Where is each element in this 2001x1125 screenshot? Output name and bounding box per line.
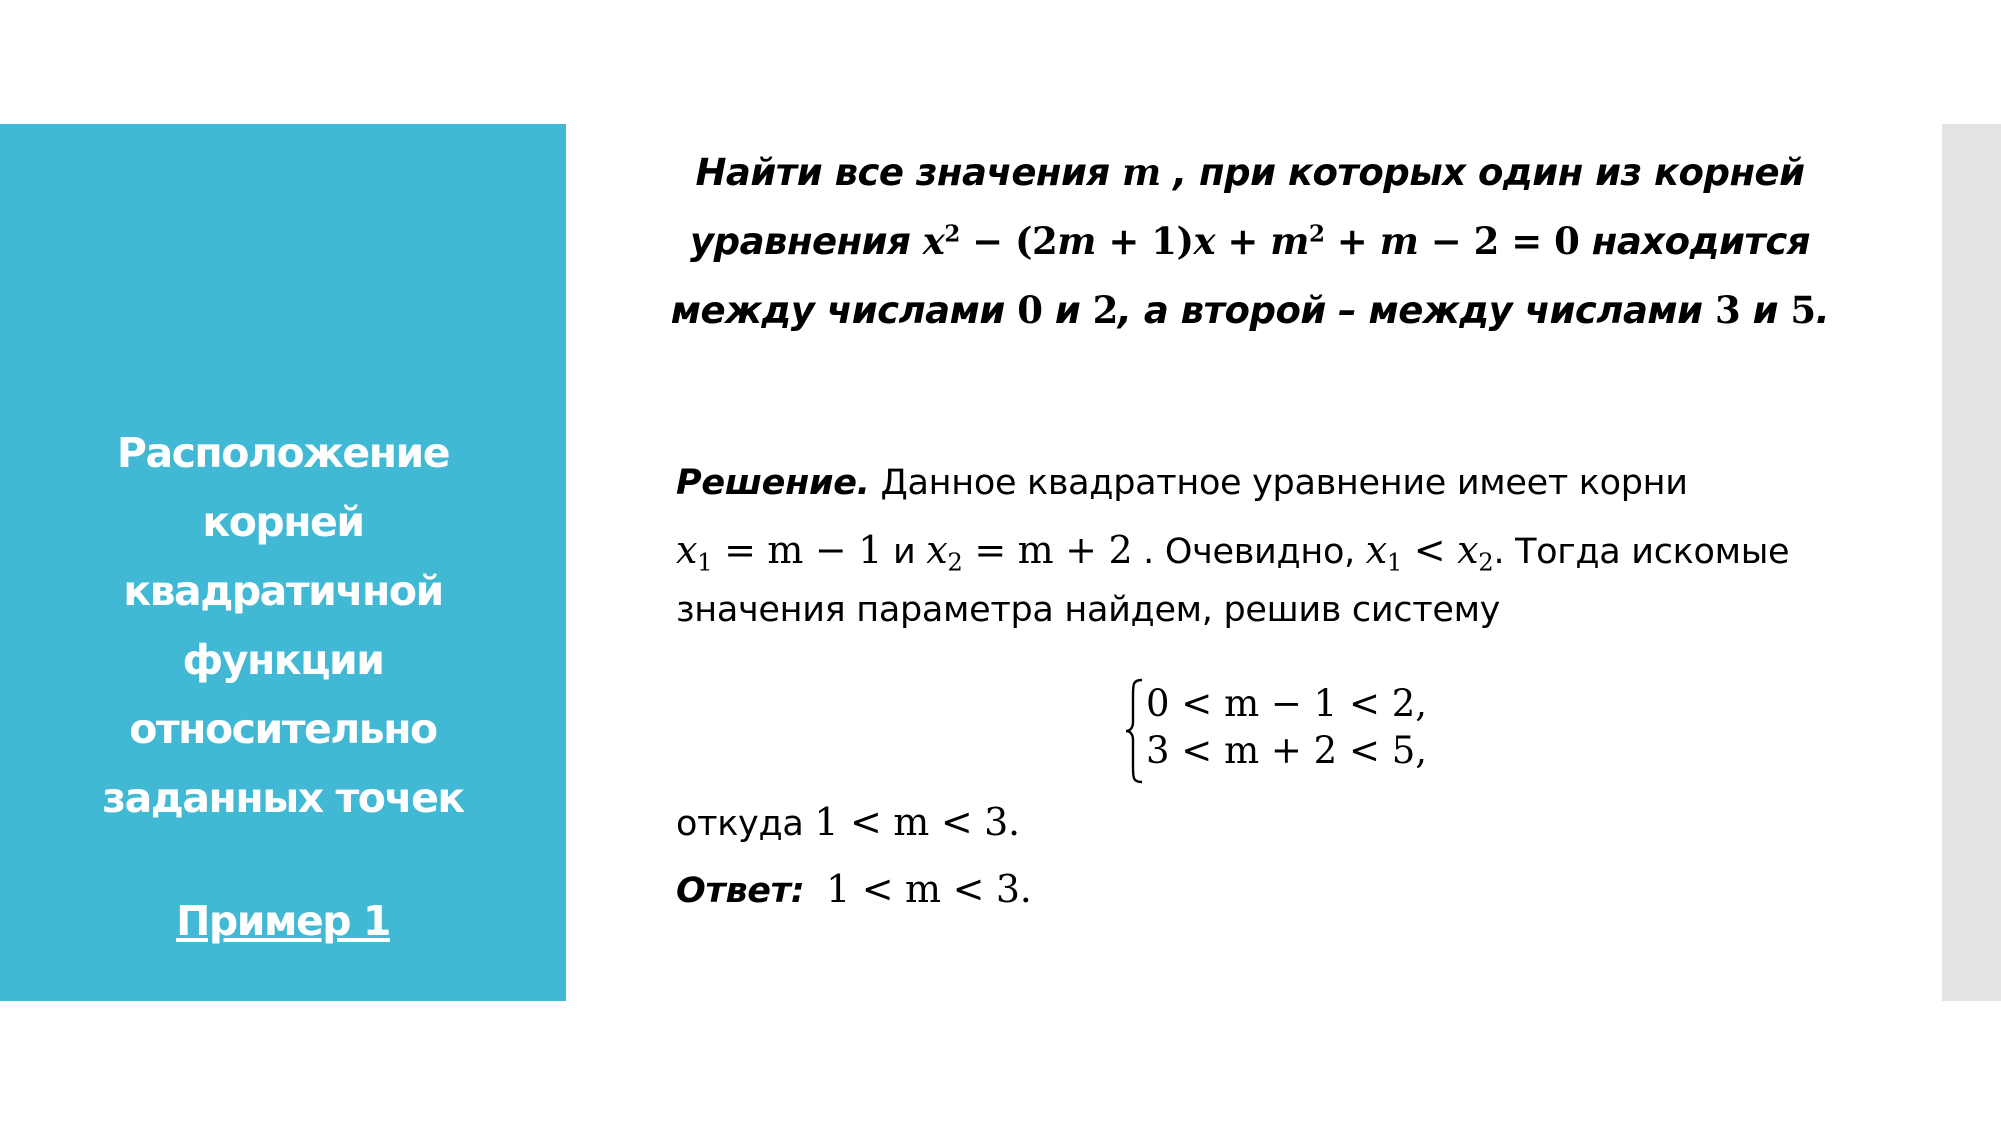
sidebar-title-line: квадратичной (123, 567, 443, 615)
solution-label: Решение. (676, 463, 870, 503)
solution-text: откуда (676, 804, 815, 844)
math-variable: x (926, 528, 948, 572)
solution-text: . Тогда искомые (1493, 532, 1790, 572)
problem-text: и (1740, 289, 1791, 332)
math-text: = m − 1 (712, 528, 883, 572)
solution-line-3: значения параметра найдем, решив систему (676, 590, 1501, 630)
problem-statement (620, 138, 1880, 345)
system-row-1: 0 < m − 1 < 2, (1146, 682, 1428, 725)
problem-text: . (1815, 289, 1830, 332)
sidebar-title (0, 419, 566, 833)
math-variable: m (1379, 219, 1419, 263)
solution-line-2 (676, 528, 1790, 577)
sidebar-title-line: корней (202, 498, 364, 546)
right-decorative-bar (1942, 124, 2001, 1001)
problem-text: уравнения (689, 220, 923, 263)
left-brace-icon (1124, 676, 1144, 786)
answer-math: 1 < m < 3. (826, 867, 1032, 911)
math-text: < (1402, 528, 1458, 572)
answer-label: Ответ: (676, 871, 805, 911)
problem-line-3 (620, 276, 1880, 345)
math-text: + 1) (1095, 219, 1194, 263)
math-variable: x (922, 219, 945, 263)
sidebar-panel (0, 124, 566, 1001)
problem-text: , при которых один из корней (1160, 151, 1805, 194)
math-number: 5 (1790, 288, 1816, 332)
math-subscript: 2 (947, 547, 963, 577)
solution-line-whence (676, 802, 1020, 844)
math-variable: m (1122, 150, 1161, 194)
math-text: + (1215, 219, 1271, 263)
problem-line-1 (620, 138, 1880, 207)
problem-text: Найти все значения (695, 151, 1123, 194)
equation-system (1124, 676, 1454, 786)
math-number: 0 (1017, 288, 1043, 332)
problem-line-2 (620, 207, 1880, 276)
solution-text: . Очевидно, (1132, 532, 1366, 572)
math-subscript: 2 (1478, 547, 1494, 577)
answer-line (676, 869, 1032, 911)
solution-text: Данное квадратное уравнение имеет корни (869, 463, 1688, 503)
solution-text: и (882, 532, 927, 572)
math-variable: x (676, 528, 698, 572)
system-row-2: 3 < m + 2 < 5, (1146, 729, 1428, 772)
math-subscript: 1 (697, 547, 713, 577)
problem-text: и (1042, 289, 1093, 332)
math-variable: x (1193, 219, 1216, 263)
math-variable: x (1457, 528, 1479, 572)
math-text: 1 < m < 3. (814, 800, 1020, 844)
problem-text: , а второй – между числами (1117, 289, 1715, 332)
problem-text: находится (1579, 220, 1811, 263)
math-variable: m (1057, 219, 1096, 263)
math-exponent: 2 (944, 220, 960, 248)
math-variable: m (1270, 219, 1309, 263)
math-number: 2 (1092, 288, 1118, 332)
example-link[interactable]: Пример 1 (176, 897, 390, 945)
math-text: − (2 (959, 219, 1058, 263)
math-number: 3 (1714, 288, 1741, 332)
solution-line-1 (676, 463, 1688, 503)
math-exponent: 2 (1308, 220, 1325, 248)
sidebar-title-line: относительно (129, 705, 437, 753)
sidebar-title-line: заданных точек (102, 774, 464, 822)
math-text: + (1324, 219, 1380, 263)
math-text: − 2 = 0 (1418, 219, 1580, 263)
sidebar-title-line: функции (182, 636, 384, 684)
math-subscript: 1 (1386, 547, 1403, 577)
math-variable: x (1365, 528, 1387, 572)
sidebar-title-line: Расположение (116, 429, 450, 477)
math-text: = m + 2 (962, 528, 1133, 572)
problem-text: между числами (670, 289, 1018, 332)
